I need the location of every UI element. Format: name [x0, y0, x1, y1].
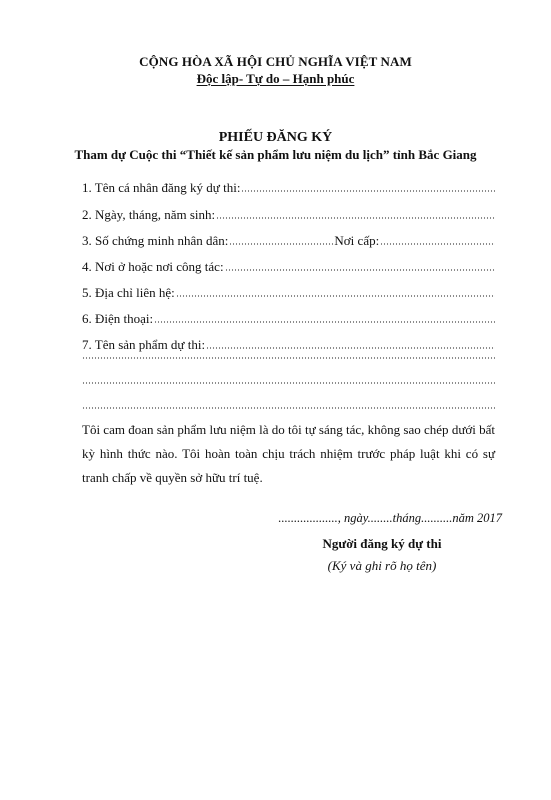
fill-in-line[interactable] — [241, 189, 495, 193]
fill-in-line[interactable] — [225, 268, 495, 272]
field-label: 5. Địa chỉ liên hệ: — [82, 285, 175, 300]
motto-text: Độc lập- Tự do – Hạnh phúc — [196, 71, 355, 86]
field-id-number — [82, 231, 495, 249]
field-label: 3. Số chứng minh nhân dân: — [82, 233, 229, 248]
field-address-or-workplace — [82, 257, 495, 275]
fill-in-line[interactable] — [216, 216, 495, 220]
field-label-place-of-issue: Nơi cấp: — [334, 233, 380, 248]
field-label: 7. Tên sản phẩm dự thi: — [82, 337, 206, 352]
continuation-line[interactable] — [82, 406, 495, 410]
field-date-of-birth — [82, 205, 495, 223]
field-label: 2. Ngày, tháng, năm sinh: — [82, 207, 216, 222]
form-subtitle: Tham dự Cuộc thi “Thiết kế sản phẩm lưu niệm du lịch” tỉnh Bắc Giang — [74, 147, 477, 162]
continuation-line[interactable] — [82, 381, 495, 385]
national-motto — [0, 71, 551, 87]
field-label: 4. Nơi ở hoặc nơi công tác: — [82, 259, 224, 274]
continuation-line[interactable] — [82, 356, 495, 360]
signer-note: (Ký và ghi rõ họ tên) — [327, 558, 437, 573]
national-title: CỘNG HÒA XÃ HỘI CHỦ NGHĨA VIỆT NAM — [139, 54, 412, 69]
field-label: 6. Điện thoại: — [82, 311, 154, 326]
field-product-name — [82, 335, 495, 353]
form-title: PHIẾU ĐĂNG KÝ — [218, 130, 333, 145]
fill-in-line[interactable] — [176, 294, 495, 298]
signer-title: Người đăng ký dự thi — [322, 536, 442, 551]
field-full-name — [82, 178, 495, 196]
field-label: 1. Tên cá nhân đăng ký dự thi: — [82, 180, 241, 195]
fill-in-line[interactable] — [380, 242, 495, 246]
fill-in-line[interactable] — [229, 242, 334, 246]
fill-in-line[interactable] — [154, 320, 495, 324]
date-line: ..................., ngày........tháng..........năm 2017 — [278, 511, 502, 525]
pledge-paragraph: Tôi cam đoan sản phẩm lưu niệm là do tôi tự sáng tác, không sao chép dưới bất kỳ hình thức nào. Tôi hoàn toàn chịu trách nhiệm trước pháp luật khi có sự tranh chấp về quyền sở hữu trí tuệ. — [82, 422, 495, 485]
field-phone — [82, 309, 495, 327]
field-contact-address — [82, 283, 495, 301]
fill-in-line[interactable] — [206, 346, 495, 350]
